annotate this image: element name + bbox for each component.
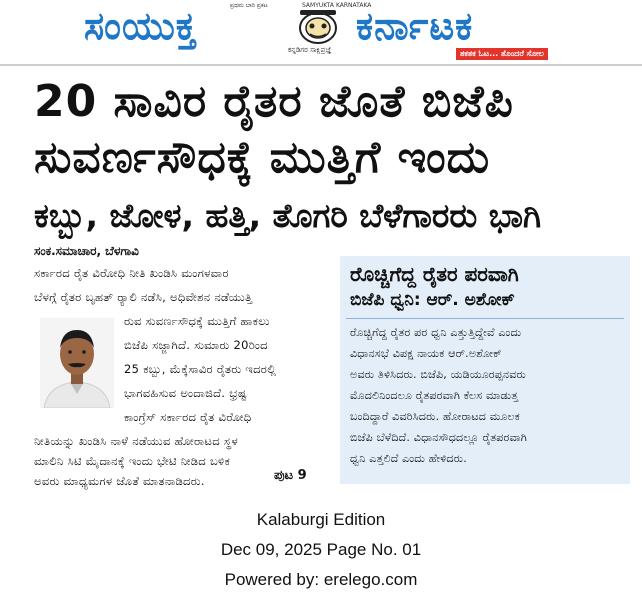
sidebar-heading-1: ರೊಚ್ಚಿಗೆದ್ದ ರೈತರ ಪರವಾಗಿ	[350, 262, 519, 286]
sidebar-divider	[346, 318, 624, 319]
sidebar-line: ಧ್ವನಿ ಎತ್ತಲಿದೆ ಎಂದು ಹೇಳಿದರು.	[350, 452, 467, 465]
article-line: ನೀತಿಯನ್ನು ಖಂಡಿಸಿ ನಾಳೆ ನಡೆಯುವ ಹೋರಾಟದ ಸ್ಥಳ	[34, 434, 239, 448]
article-line: 25 ಕಬ್ಬು, ಮೆಕ್ಕೆಸಾವಿರ ರೈತರು ಇದರಲ್ಲಿ	[124, 362, 277, 376]
article-line: ಬಿಜೆಪಿ ಸಜ್ಜಾಗಿದೆ. ಸುಮಾರು 20ರಿಂದ	[124, 338, 268, 352]
powered-by-label: Powered by: erelego.com	[224, 570, 418, 589]
headline-line-1: 20 ಸಾವಿರ ರೈತರ ಜೊತೆ ಬಿಜೆಪಿ	[34, 76, 514, 127]
sidebar-line: ವಿಧಾನಸಭೆ ವಿಪಕ್ಷ ನಾಯಕ ಆರ್.ಅಶೋಕ್	[350, 347, 502, 360]
masthead-brand-left: ಸಂಯುಕ್ತ	[84, 4, 198, 48]
sidebar-line: ಬಿಜೆಪಿ ಬೆಳೆದಿದೆ. ವಿಧಾನಸೌಧದಲ್ಲೂ ರೈತಪರವಾಗಿ	[350, 431, 527, 444]
sidebar-line: ರೊಚ್ಚಿಗೆದ್ದ ರೈತರ ಪರ ಧ್ವನಿ ಎತ್ತುತ್ತಿದ್ದೇವೆ ಎಂದು	[350, 326, 522, 339]
article-line: ರುವ ಸುವರ್ಣಸೌಧಕ್ಕೆ ಮುತ್ತಿಗೆ ಹಾಕಲು	[124, 314, 270, 328]
date-page-label: Dec 09, 2025 Page No. 01	[220, 540, 422, 559]
article-line: ಸರ್ಕಾರದ ರೈತ ವಿರೋಧಿ ನೀತಿ ಖಂಡಿಸಿ ಮಂಗಳವಾರ	[34, 266, 229, 280]
masthead	[0, 0, 642, 66]
sidebar-line: ಅವರು ತಿಳಿಸಿದರು. ಬಿಜೆಪಿ, ಯಡಿಯೂರಪ್ಪನವರು	[350, 368, 526, 381]
person-photo	[40, 318, 114, 408]
subheadline: ಕಬ್ಬು, ಜೋಳ, ಹತ್ತಿ, ತೊಗರಿ ಬೆಳೆಗಾರರು ಭಾಗಿ	[34, 196, 542, 235]
sidebar-heading-2: ಬಿಜೆಪಿ ಧ್ವನಿ: ಆರ್. ಅಶೋಕ್	[350, 290, 515, 310]
headline-line-2: ಸುವರ್ಣಸೌಧಕ್ಕೆ ಮುತ್ತಿಗೆ ಇಂದು	[34, 132, 491, 183]
masthead-brand-right: ಕರ್ನಾಟಕ	[356, 4, 474, 48]
edition-label: Kalaburgi Edition	[256, 510, 386, 529]
article-line: ಮಾಲಿನಿ ಸಿಟಿ ಮೈದಾನಕ್ಕೆ ಇಂದು ಭೇಟಿ ನೀಡಿದ ಬಳಿಕ	[34, 454, 231, 468]
masthead-small-left: ಪ್ರಥಮ ಬಾರಿ ಪ್ರಕಟ	[230, 2, 268, 9]
masthead-small-top: SAMYUKTA KARNATAKA	[302, 2, 372, 9]
masthead-tagline: ತಕತಕ ಓಟ... ತೊಂದರೆ ಸೋಲ	[456, 48, 548, 60]
emblem-icon	[286, 6, 350, 46]
sidebar-line: ಬಂದಿದ್ದಾರೆ ವಿವರಿಸಿದರು. ಹೋರಾಟದ ಮೂಲಕ	[350, 410, 520, 423]
sidebar-box	[340, 256, 630, 484]
continued-page-ref: ಪುಟ 9	[274, 468, 307, 483]
sidebar-line: ಮೊದಲಿನಿಂದಲೂ ರೈತಪರವಾಗಿ ಕೆಲಸ ಮಾಡುತ್ತ	[350, 389, 519, 402]
byline: ಸಂಕ.ಸಮಾಚಾರ, ಬೆಳಗಾವಿ	[34, 244, 139, 258]
article-line: ಕಾಂಗ್ರೆಸ್ ಸರ್ಕಾರದ ರೈತ ವಿರೋಧಿ	[124, 410, 252, 424]
article-line: ಬೆಳಗ್ಗೆ ರೈತರ ಬೃಹತ್ ರ್‍ಯಾಲಿ ನಡೆಸಿ, ಅಧಿವೇಶನ ನಡೆಯುತ್ತಿ	[34, 290, 253, 304]
masthead-divider	[0, 64, 642, 66]
article-line: ಭಾಗವಹಿಸುವ ಅಂದಾಜಿದೆ. ಭ್ರಷ್ಟ	[124, 386, 247, 400]
masthead-subtitle: ಕನ್ನಡಿಗರ ಸಾಕ್ಷಿಪ್ರಜ್ಞೆ	[288, 46, 332, 54]
article-line: ಅವರು ಮಾಧ್ಯಮಗಳ ಜೊತೆ ಮಾತನಾಡಿದರು.	[34, 474, 205, 488]
